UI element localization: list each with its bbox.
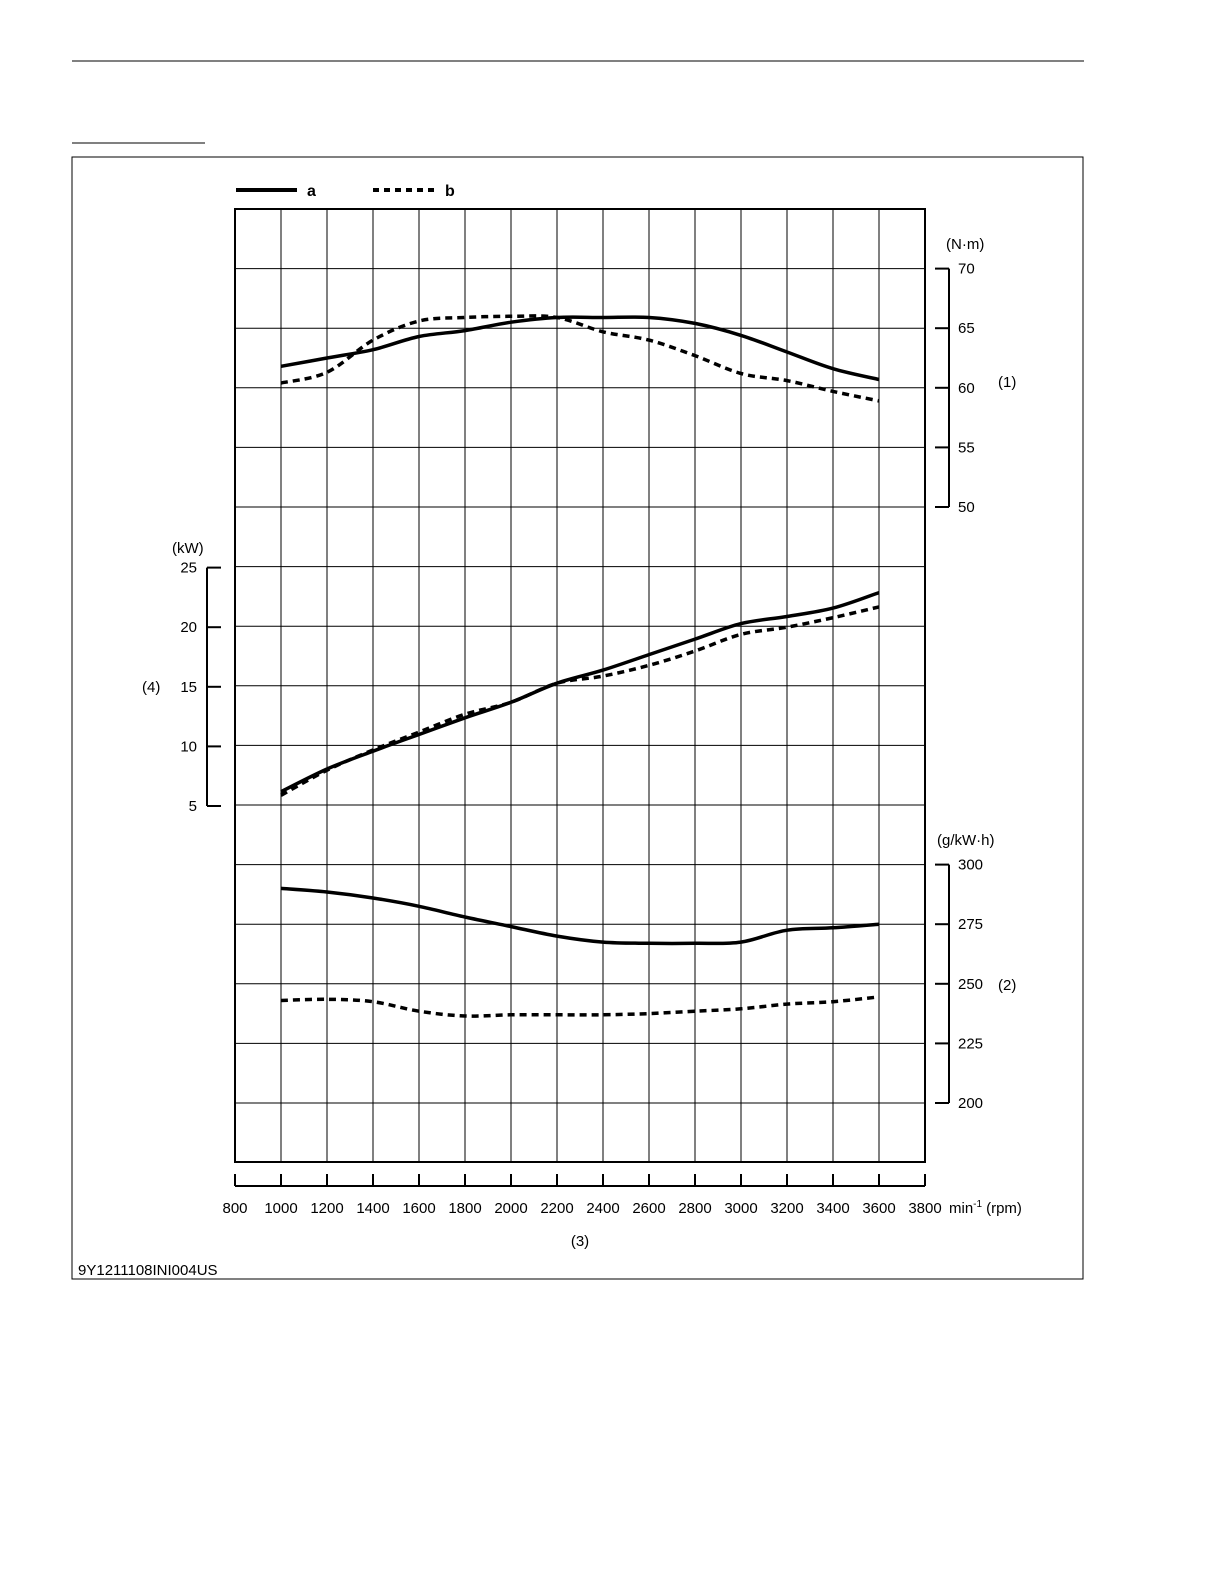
x-tick-label: 1600 — [402, 1200, 436, 1217]
legend-label-b: b — [445, 183, 455, 200]
x-tick-label: 1000 — [264, 1200, 298, 1217]
fuel-axis — [935, 857, 983, 1112]
power-tick-label: 25 — [180, 559, 197, 577]
fuel-axis-unit: (g/kW·h) — [937, 832, 995, 849]
x-axis-unit: $\min^{-1} (rpm)$ — [949, 1199, 1022, 1217]
power-tick-label: 5 — [188, 798, 197, 815]
x-axis — [222, 1174, 941, 1217]
fuel-curve-a — [281, 888, 879, 943]
x-tick-label: 3600 — [862, 1200, 896, 1217]
x-tick-label: 3000 — [724, 1200, 758, 1217]
torque-axis-unit: (N·m) — [946, 236, 985, 253]
x-tick-label: 800 — [222, 1200, 248, 1217]
legend — [236, 183, 455, 200]
power-axis-callout: (4) — [142, 679, 161, 696]
power-tick-label: 20 — [180, 619, 197, 637]
x-tick-label: 3200 — [770, 1200, 804, 1217]
torque-axis — [935, 261, 975, 516]
torque-curve-a — [281, 317, 879, 379]
x-tick-label: 2600 — [632, 1200, 666, 1217]
x-tick-label: 3400 — [816, 1200, 850, 1217]
fuel-curve-b — [281, 997, 879, 1016]
torque-tick-label: 65 — [958, 320, 975, 338]
torque-tick-label: 70 — [958, 260, 975, 278]
x-tick-label: 2000 — [494, 1200, 528, 1217]
x-tick-label: 2800 — [678, 1200, 712, 1217]
torque-axis-callout: (1) — [998, 374, 1017, 391]
fuel-tick-label: 275 — [958, 916, 984, 934]
power-axis — [180, 560, 221, 815]
torque-tick-label: 60 — [958, 379, 975, 397]
figure-frame — [72, 157, 1083, 1279]
plot-grid — [235, 209, 925, 1162]
torque-tick-label: 50 — [958, 499, 975, 516]
fuel-tick-label: 250 — [958, 975, 984, 993]
power-tick-label: 10 — [180, 738, 197, 756]
x-tick-label: 2400 — [586, 1200, 620, 1217]
x-tick-label: 3800 — [908, 1200, 942, 1217]
fuel-tick-label: 200 — [958, 1095, 984, 1112]
fuel-tick-label: 300 — [958, 856, 984, 874]
power-curve-a — [281, 593, 879, 792]
torque-tick-label: 55 — [958, 439, 975, 457]
x-tick-label: 1800 — [448, 1200, 482, 1217]
power-axis-unit: (kW) — [172, 540, 204, 557]
figure-code: 9Y1211108INI004US — [78, 1262, 218, 1279]
legend-label-a: a — [307, 183, 316, 200]
x-axis-callout: (3) — [570, 1233, 590, 1250]
fuel-axis-callout: (2) — [998, 977, 1017, 994]
x-tick-label: 2200 — [540, 1200, 574, 1217]
x-tick-label: 1400 — [356, 1200, 390, 1217]
fuel-tick-label: 225 — [958, 1035, 984, 1053]
power-tick-label: 15 — [180, 678, 197, 696]
x-tick-label: 1200 — [310, 1200, 344, 1217]
series-layer — [281, 316, 879, 1016]
power-curve-b — [281, 607, 879, 795]
